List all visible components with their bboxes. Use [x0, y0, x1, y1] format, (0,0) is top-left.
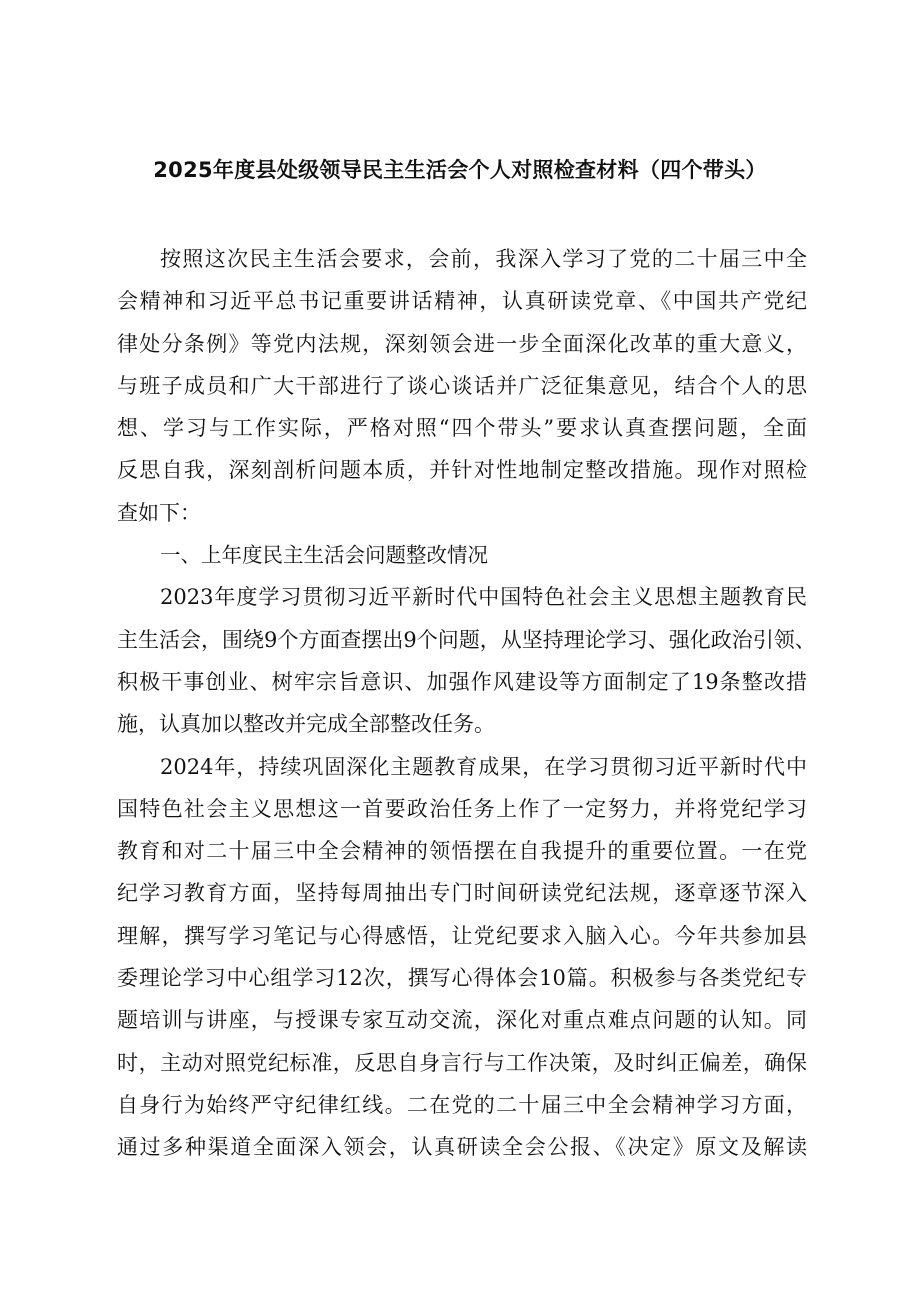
paragraph-line: 想、学习与工作实际，严格对照“四个带头”要求认真查摆问题，全面: [117, 416, 807, 441]
section-heading: 一、上年度民主生活会问题整改情况: [160, 543, 488, 568]
paragraph-line: 时，主动对照党纪标准，反思自身言行与工作决策，及时纠正偏差，确保: [117, 1050, 807, 1075]
paragraph-line: 会精神和习近平总书记重要讲话精神，认真研读党章、《中国共产党纪: [117, 289, 807, 314]
paragraph-line: 主生活会，围绕9个方面查摆出9个问题，从坚持理论学习、强化政治引领、: [117, 627, 816, 652]
document-body: [117, 238, 816, 1169]
paragraph-line: 施，认真加以整改并完成全部整改任务。: [117, 712, 495, 737]
paragraph-line: 理解，撰写学习笔记与心得感悟，让党纪要求入脑入心。今年共参加县: [117, 923, 807, 948]
paragraph-line: 教育和对二十届三中全会精神的领悟摆在自我提升的重要位置。一在党: [117, 839, 807, 864]
paragraph-line: 题培训与讲座，与授课专家互动交流，深化对重点难点问题的认知。同: [117, 1008, 807, 1033]
paragraph-line: 积极干事创业、树牢宗旨意识、加强作风建设等方面制定了19条整改措: [117, 669, 807, 694]
paragraph-line: 国特色社会主义思想这一首要政治任务上作了一定努力，并将党纪学习: [117, 796, 807, 821]
paragraph-line: 通过多种渠道全面深入领会，认真研读全会公报、《决定》原文及解读: [117, 1135, 807, 1160]
paragraph-line: 与班子成员和广大干部进行了谈心谈话并广泛征集意见，结合个人的思: [117, 373, 807, 398]
paragraph-line: 纪学习教育方面，坚持每周抽出专门时间研读党纪法规，逐章逐节深入: [117, 881, 807, 906]
paragraph-line: 自身行为始终严守纪律红线。二在党的二十届三中全会精神学习方面，: [117, 1092, 807, 1117]
paragraph-line: 反思自我，深刻剖析问题本质，并针对性地制定整改措施。现作对照检: [117, 458, 807, 483]
paragraph-line: 按照这次民主生活会要求，会前，我深入学习了党的二十届三中全: [160, 247, 807, 271]
document-title: 2025年度县处级领导民主生活会个人对照检查材料（四个带头）: [153, 158, 767, 182]
paragraph-line: 委理论学习中心组学习12次，撰写心得体会10篇。积极参与各类党纪专: [117, 966, 807, 991]
paragraph-line: 律处分条例》等党内法规，深刻领会进一步全面深化改革的重大意义，: [117, 331, 807, 356]
paragraph-line: 2024年，持续巩固深化主题教育成果，在学习贯彻习近平新时代中: [160, 754, 807, 779]
paragraph-line: 查如下：: [117, 500, 201, 525]
paragraph-line: 2023年度学习贯彻习近平新时代中国特色社会主义思想主题教育民: [160, 585, 807, 610]
